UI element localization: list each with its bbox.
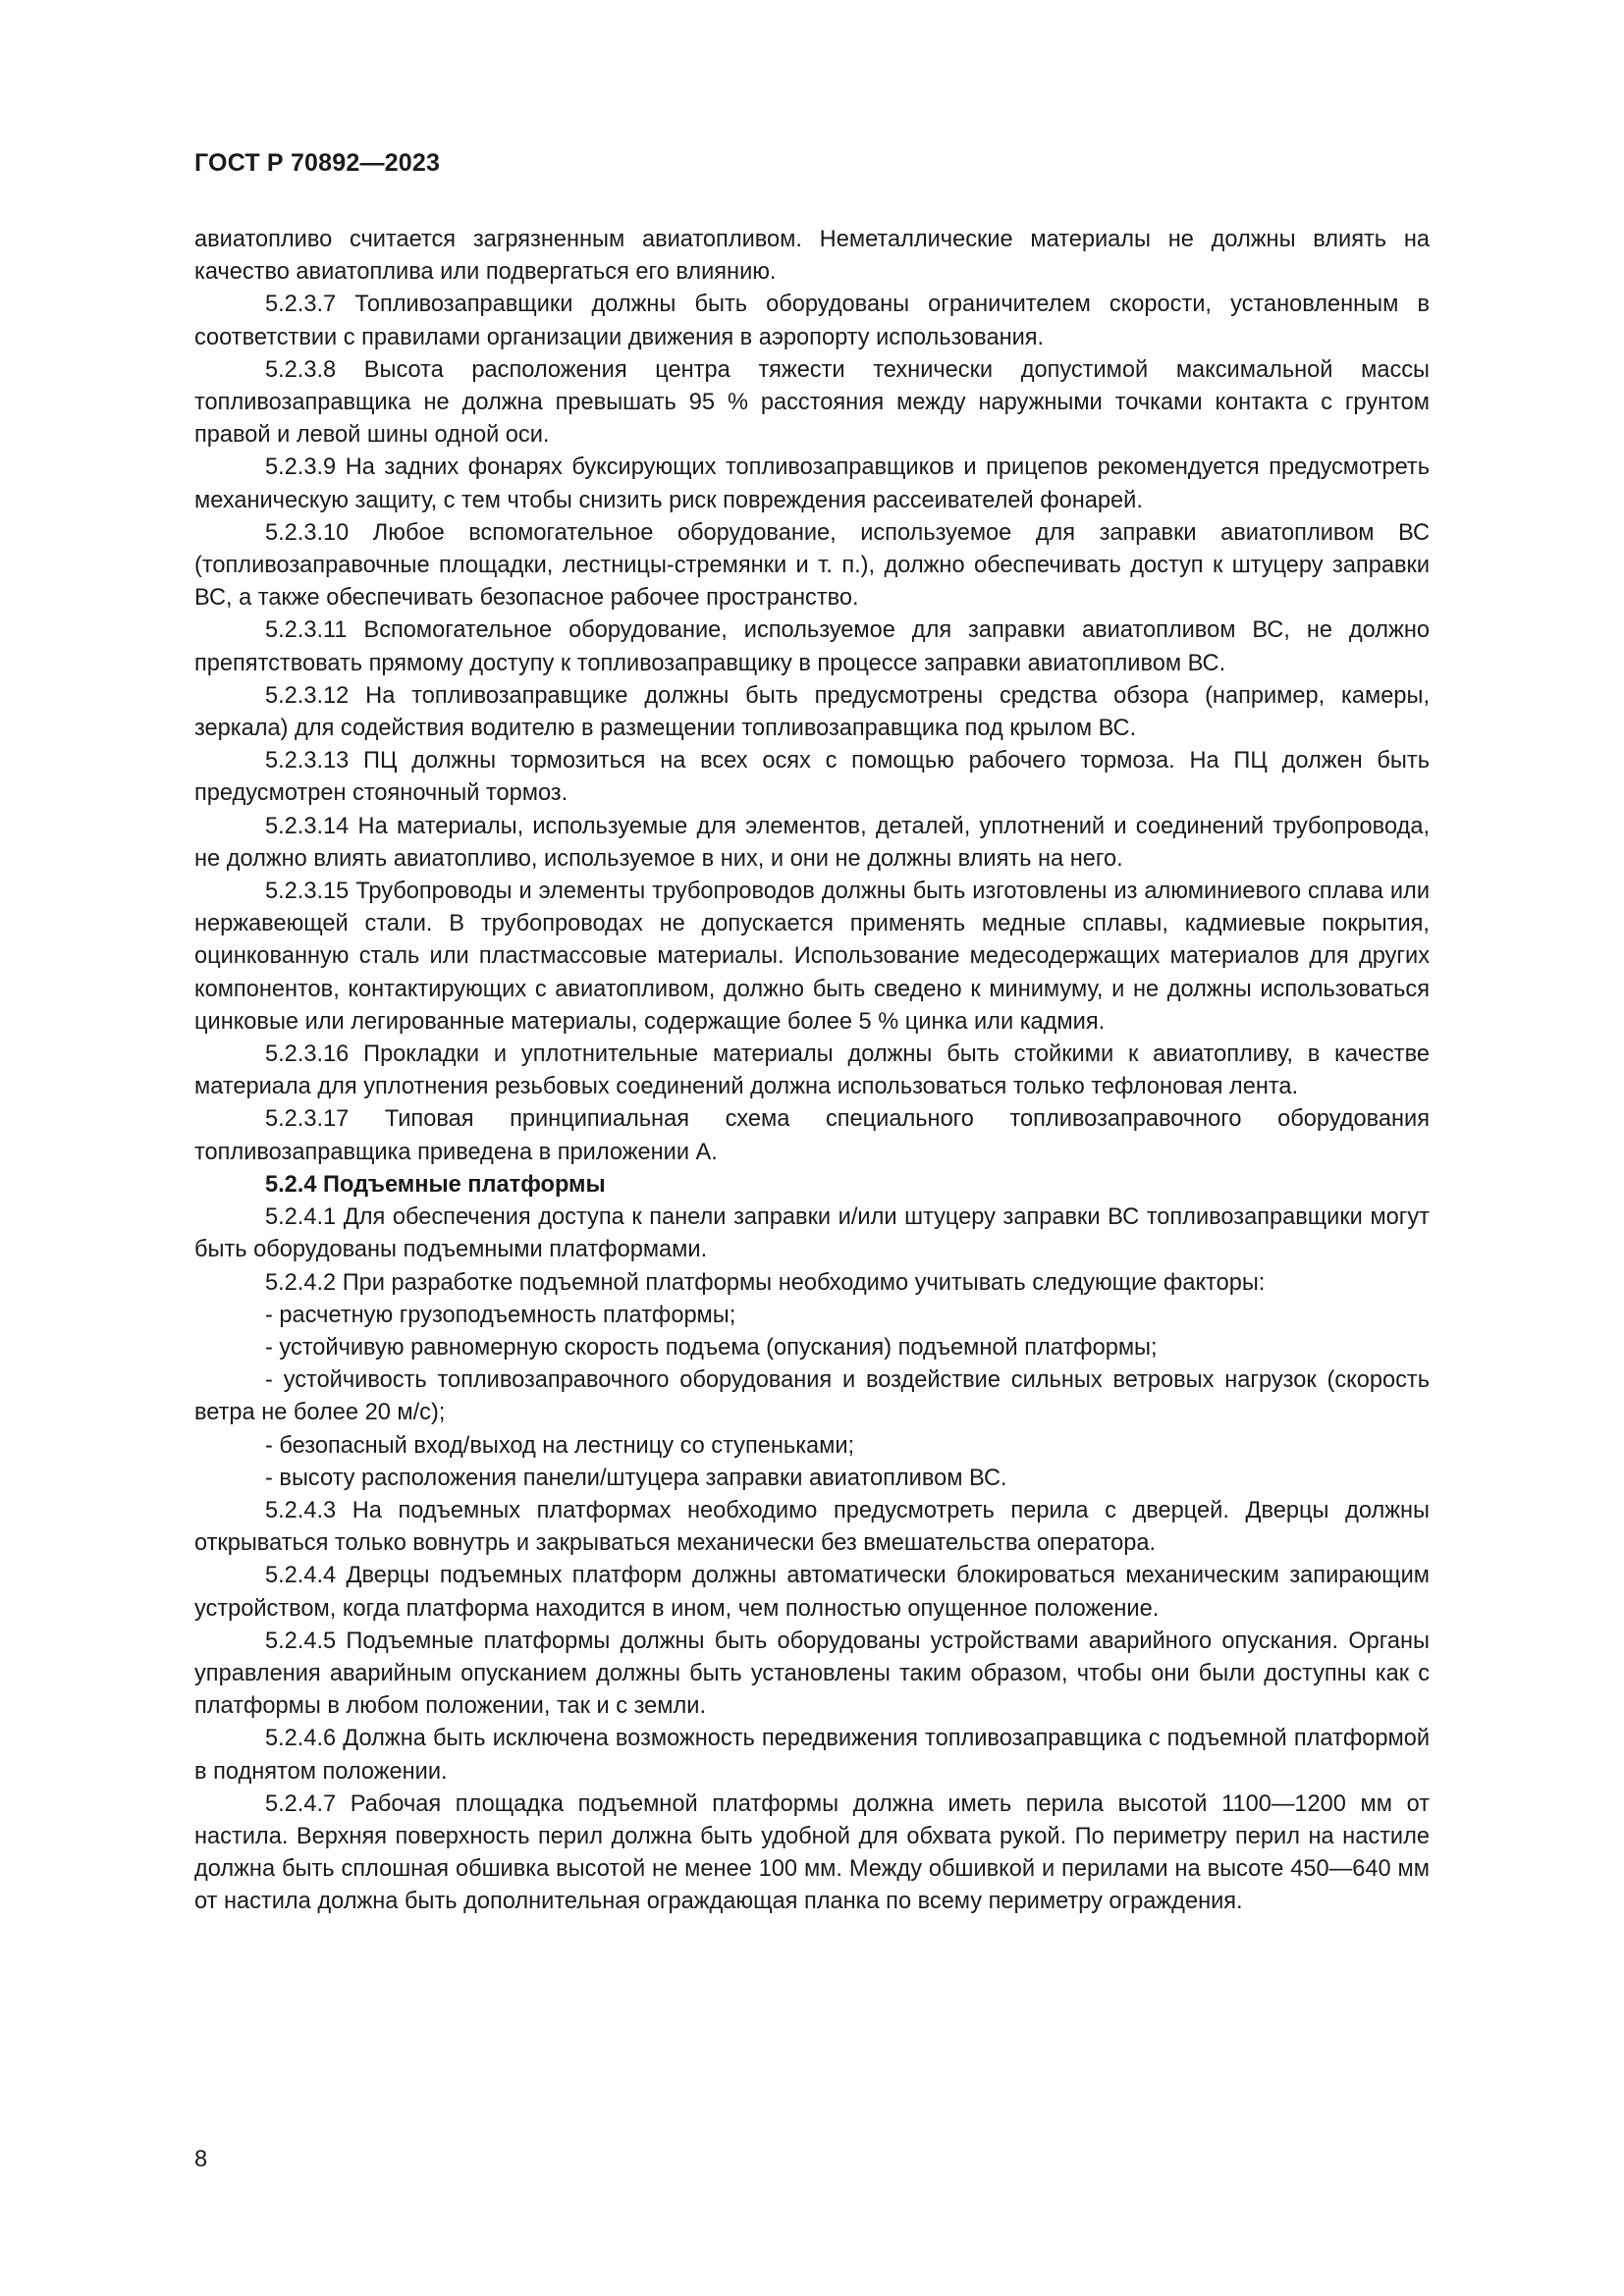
paragraph-5-2-3-17: 5.2.3.17 Типовая принципиальная схема специального топливозаправочного оборудования топливозаправщика приведена в приложении А. [194, 1106, 1430, 1165]
section-heading-5-2-4: 5.2.4 Подъемные платформы [265, 1171, 606, 1198]
document-body [194, 224, 1430, 1919]
paragraph-continuation: авиатопливо считается загрязненным авиатопливом. Неметаллические материалы не должны влиять на качество авиатоплива или подвергаться его влиянию. [194, 227, 1430, 286]
paragraph-5-2-4-7: 5.2.4.7 Рабочая площадка подъемной платформы должна иметь перила высотой 1100—1200 мм от настила. Верхняя поверхность перил должна быть удобной для обхвата рукой. По периметру перил на настиле должна быть сплошная обшивка высотой не менее 100 мм. Между обшивкой и перилами на высоте 450—640 мм от настила должна быть дополнительная ограждающая планка по всему периметру ограждения. [194, 1790, 1430, 1915]
paragraph-5-2-3-13: 5.2.3.13 ПЦ должны тормозиться на всех осях с помощью рабочего тормоза. На ПЦ должен быть предусмотрен стояночный тормоз. [194, 748, 1430, 807]
paragraph-5-2-3-14: 5.2.3.14 На материалы, используемые для элементов, деталей, уплотнений и соединений трубопровода, не должно влиять авиатопливо, используемое в них, и они не должны влиять на него. [194, 813, 1430, 872]
paragraph-5-2-4-3: 5.2.4.3 На подъемных платформах необходимо предусмотреть перила с дверцей. Дверцы должны открываться только вовнутрь и закрываться механически без вмешательства оператора. [194, 1497, 1430, 1557]
paragraph-5-2-4-4: 5.2.4.4 Дверцы подъемных платформ должны автоматически блокироваться механическим запирающим устройством, когда платформа находится в ином, чем полностью опущенное положение. [194, 1563, 1430, 1622]
list-item: - высоту расположения панели/штуцера заправки авиатопливом ВС. [265, 1465, 1007, 1491]
paragraph-5-2-3-16: 5.2.3.16 Прокладки и уплотнительные материалы должны быть стойкими к авиатопливу, в качестве материала для уплотнения резьбовых соединений должна использоваться только тефлоновая лента. [194, 1041, 1430, 1100]
paragraph-5-2-3-15: 5.2.3.15 Трубопроводы и элементы трубопроводов должны быть изготовлены из алюминиевого сплава или нержавеющей стали. В трубопроводах не допускается применять медные сплавы, кадмиевые покрытия, оцинкованную сталь или пластмассовые материалы. Использование медесодержащих материалов для других компонентов, контактирующих с авиатопливом, должно быть сведено к минимуму, и не должны использоваться цинковые или легированные материалы, содержащие более 5 % цинка или кадмия. [194, 879, 1430, 1035]
paragraph-5-2-3-8: 5.2.3.8 Высота расположения центра тяжести технически допустимой максимальной массы топливозаправщика не должна превышать 95 % расстояния между наружными точками контакта с грунтом правой и левой шины одной оси. [194, 356, 1430, 449]
list-item: - устойчивость топливозаправочного оборудования и воздействие сильных ветровых нагрузок (скорость ветра не более 20 м/с); [194, 1367, 1430, 1426]
list-item: - безопасный вход/выход на лестницу со ступеньками; [265, 1432, 855, 1459]
paragraph-5-2-3-10: 5.2.3.10 Любое вспомогательное оборудование, используемое для заправки авиатопливом ВС (топливозаправочные площадки, лестницы-стремянки и т. п.), должно обеспечивать доступ к штуцеру заправки ВС, а также обеспечивать безопасное рабочее пространство. [194, 519, 1430, 612]
page-number: 8 [194, 2147, 208, 2172]
list-item: - расчетную грузоподъемность платформы; [265, 1302, 736, 1328]
paragraph-5-2-3-11: 5.2.3.11 Вспомогательное оборудование, используемое для заправки авиатопливом ВС, не должно препятствовать прямому доступу к топливозаправщику в процессе заправки авиатопливом ВС. [194, 617, 1430, 676]
list-item: - устойчивую равномерную скорость подъема (опускания) подъемной платформы; [265, 1334, 1158, 1361]
paragraph-5-2-3-9: 5.2.3.9 На задних фонарях буксирующих топливозаправщиков и прицепов рекомендуется предусмотреть механическую защиту, с тем чтобы снизить риск повреждения рассеивателей фонарей. [194, 454, 1430, 513]
paragraph-5-2-4-2: 5.2.4.2 При разработке подъемной платформы необходимо учитывать следующие факторы: [265, 1269, 1266, 1296]
document-header: ГОСТ Р 70892—2023 [194, 149, 441, 177]
paragraph-5-2-4-1: 5.2.4.1 Для обеспечения доступа к панели заправки и/или штуцеру заправки ВС топливозаправщики могут быть оборудованы подъемными платформами. [194, 1204, 1430, 1263]
paragraph-5-2-4-6: 5.2.4.6 Должна быть исключена возможность передвижения топливозаправщика с подъемной платформой в поднятом положении. [194, 1726, 1430, 1785]
paragraph-5-2-3-12: 5.2.3.12 На топливозаправщике должны быть предусмотрены средства обзора (например, камеры, зеркала) для содействия водителю в размещении топливозаправщика под крылом ВС. [194, 682, 1430, 742]
paragraph-5-2-4-5: 5.2.4.5 Подъемные платформы должны быть оборудованы устройствами аварийного опускания. Органы управления аварийным опусканием должны быть установлены таким образом, чтобы они были доступны как с платформы в любом положении, так и с земли. [194, 1628, 1430, 1720]
paragraph-5-2-3-7: 5.2.3.7 Топливозаправщики должны быть оборудованы ограничителем скорости, установленным в соответствии с правилами организации движения в аэропорту использования. [194, 292, 1430, 350]
